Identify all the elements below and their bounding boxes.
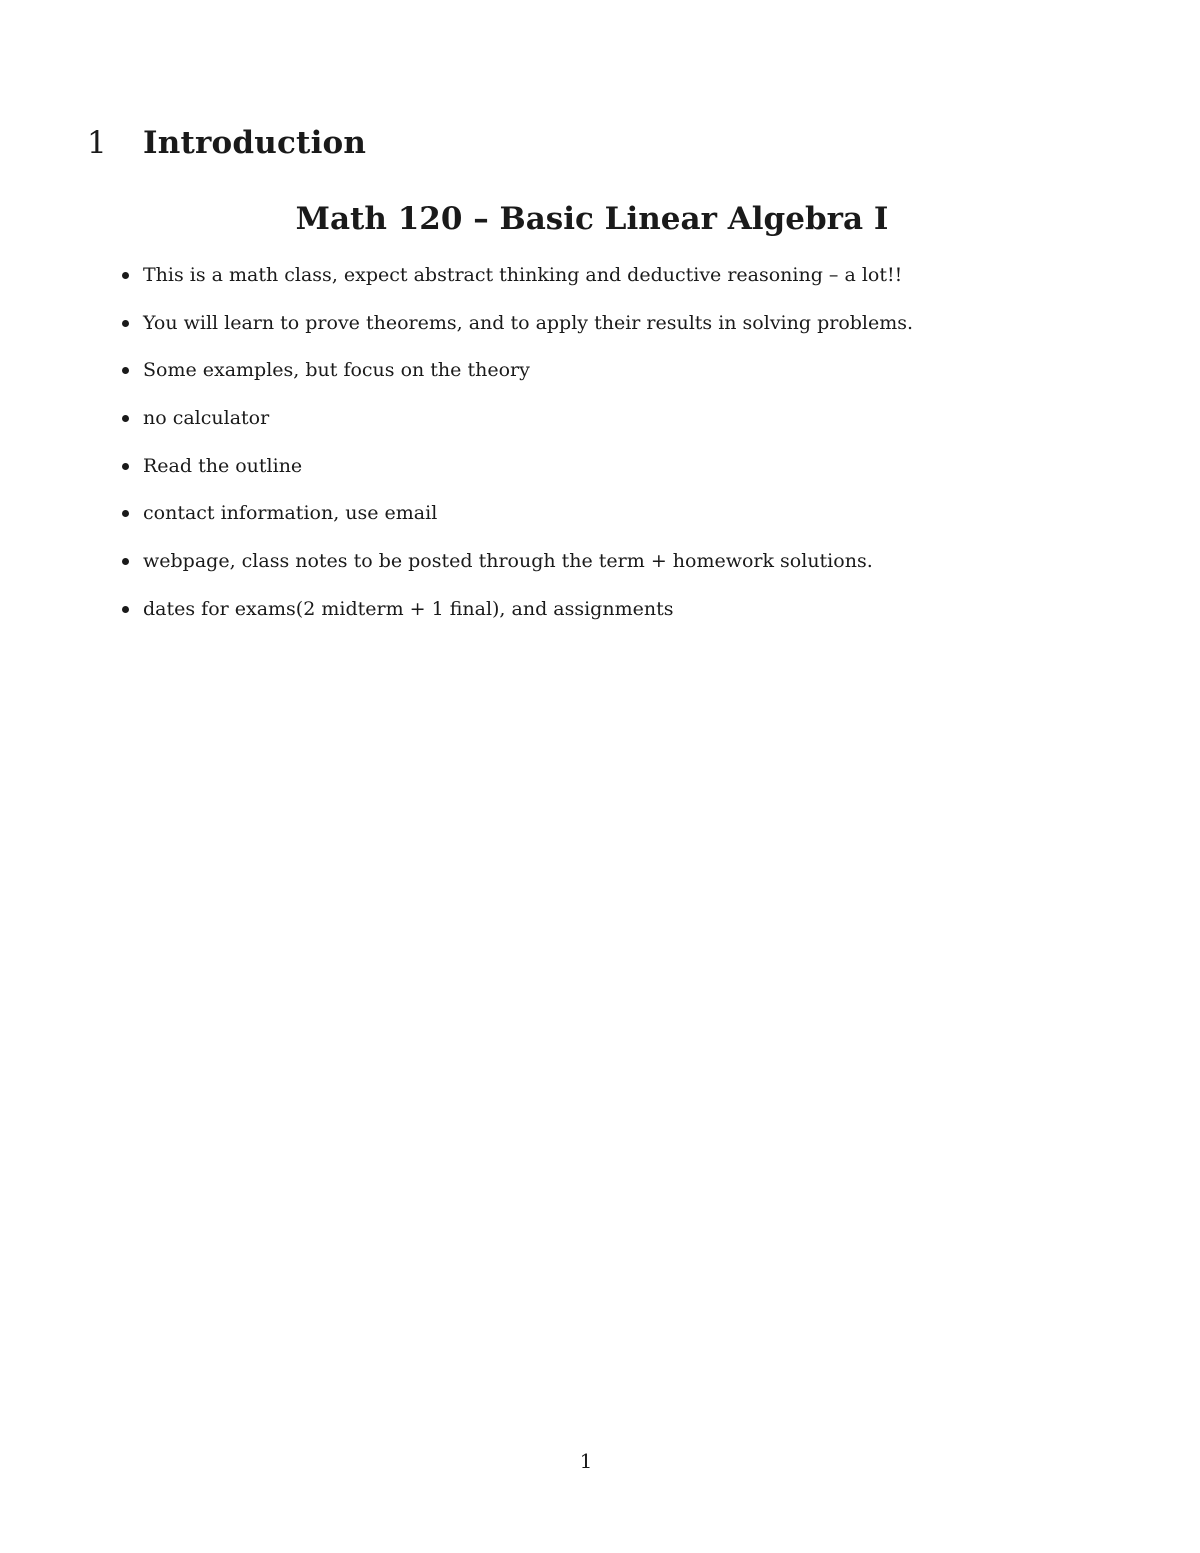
bullet-icon	[122, 320, 129, 327]
list-item	[118, 449, 1118, 497]
list-item-text: contact information, use email	[143, 502, 438, 525]
bullet-icon	[122, 558, 129, 565]
section-number: 1	[87, 125, 107, 161]
bullet-icon	[122, 606, 129, 613]
bullet-icon	[122, 415, 129, 422]
section-title: Introduction	[143, 125, 367, 161]
bullet-icon	[122, 367, 129, 374]
list-item	[118, 544, 1118, 592]
list-item-text: webpage, class notes to be posted through the term + homework solutions.	[143, 550, 873, 573]
list-item	[118, 306, 1118, 354]
document-title: Math 120 – Basic Linear Algebra I	[295, 201, 889, 237]
list-item	[118, 353, 1118, 401]
list-item-text: This is a math class, expect abstract thinking and deductive reasoning – a lot!!	[143, 264, 903, 286]
list-item-text: no calculator	[143, 407, 270, 430]
list-item-text: You will learn to prove theorems, and to apply their results in solving problems.	[143, 311, 914, 334]
list-item	[118, 258, 1118, 306]
bullet-icon	[122, 510, 129, 517]
bullet-icon	[122, 272, 129, 279]
section-heading	[87, 120, 366, 166]
bullet-list	[118, 258, 1118, 640]
bullet-icon	[122, 463, 129, 470]
list-item	[118, 496, 1118, 544]
list-item	[118, 592, 1118, 640]
list-item-text: Read the outline	[143, 454, 303, 477]
list-item-text: Some examples, but focus on the theory	[143, 359, 530, 382]
list-item	[118, 401, 1118, 449]
page-number: 1	[579, 1449, 593, 1473]
list-item-text: dates for exams(2 midterm + 1 final), and assignments	[143, 597, 674, 620]
